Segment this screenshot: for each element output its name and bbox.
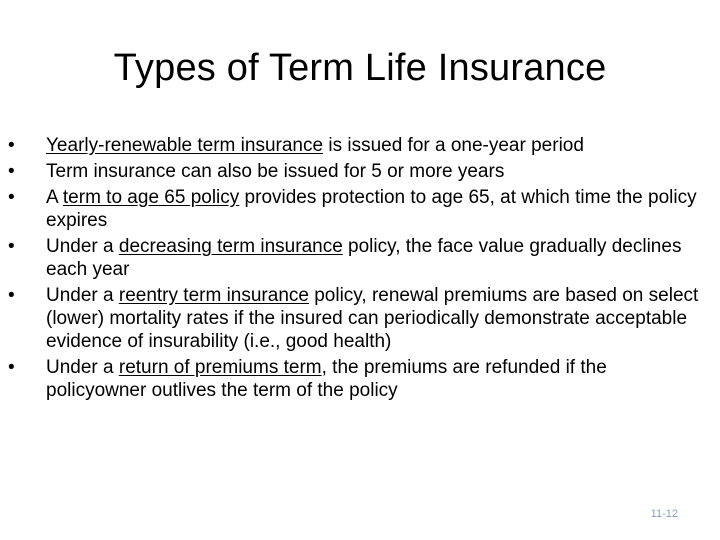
bullet-text-pre: Under a [46,285,119,306]
bullet-dot-icon: • [8,135,15,156]
bullet-item [8,284,708,353]
bullet-dot-icon: • [8,285,15,306]
bullet-text-pre: Under a [46,357,119,378]
bullet-key-term: reentry term insurance [118,285,309,306]
bullet-text-post: provides protection to age 65, at which time the policy expires [46,187,697,231]
bullet-text-post: is issued for a one-year period [323,135,584,156]
bullet-item [8,186,708,232]
bullet-list [8,134,708,405]
bullet-dot-icon: • [8,236,15,257]
bullet-text-pre: Term insurance can also be issued for 5 or more years [46,161,505,182]
bullet-text-post: policy, the face value gradually declines each year [46,236,682,280]
bullet-key-term: decreasing term insurance [118,236,343,257]
bullet-key-term: term to age 65 policy [62,187,240,208]
bullet-key-term: Yearly-renewable term insurance [46,135,324,156]
bullet-text-post: policy, renewal premiums are based on select (lower) mortality rates if the insured can periodically demonstrate acceptable evidence of insurability (i.e., good health) [46,285,699,352]
bullet-key-term: return of premiums term [118,357,322,378]
page-number: 11-12 [650,508,678,520]
bullet-item [8,356,708,402]
bullet-text-post: , the premiums are refunded if the policyowner outlives the term of the policy [46,357,607,401]
bullet-text-pre: A [46,187,63,208]
bullet-text-pre: Under a [46,236,119,257]
bullet-dot-icon: • [8,161,15,182]
bullet-dot-icon: • [8,357,15,378]
bullet-dot-icon: • [8,187,15,208]
bullet-item [8,134,708,157]
bullet-item [8,235,708,281]
slide-title: Types of Term Life Insurance [113,47,607,89]
bullet-item [8,160,708,183]
